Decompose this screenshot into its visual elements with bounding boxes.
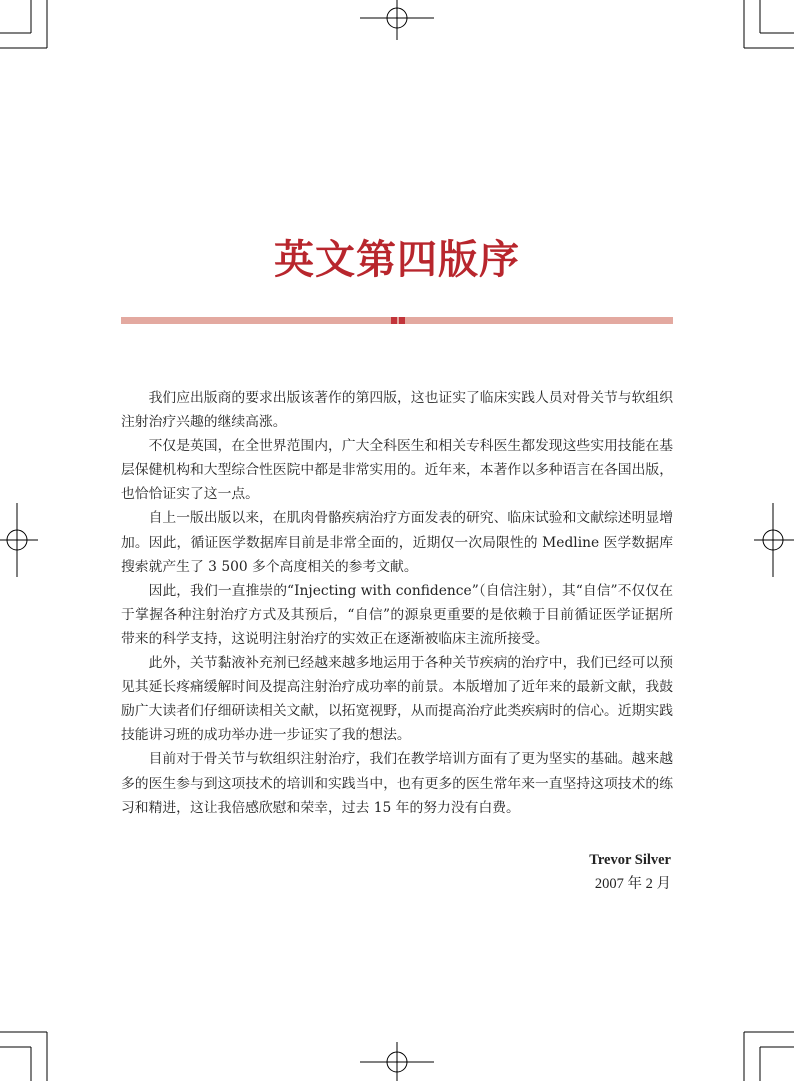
paragraph: 不仅是英国，在全世界范围内，广大全科医生和相关专科医生都发现这些实用技能在基层保健机构和大型综合性医院中都是非常实用的。近年来，本著作以多种语言在各国出版，也恰恰证实了这一点。 <box>121 438 673 503</box>
paragraph: 因此，我们一直推崇的“Injecting with confidence”（自信注射），其“自信”不仅仅在于掌握各种注射治疗方式及其预后，“自信”的源泉更重要的是依赖于目前循证医学证据所带来的科学支持，这说明注射治疗的实效正在逐渐被临床主流所接受。 <box>121 582 673 647</box>
paragraph: 自上一版出版以来，在肌肉骨骼疾病治疗方面发表的研究、临床试验和文献综述明显增加。因此，循证医学数据库目前是非常全面的，近期仅一次局限性的 Medline 医学数据库搜索就产生了 3 500 多个高度相关的参考文献。 <box>121 510 673 575</box>
signature-block <box>589 848 671 896</box>
paragraph: 此外，关节黏液补充剂已经越来越多地运用于各种关节疾病的治疗中，我们已经可以预见其延长疼痛缓解时间及提高注射治疗成功率的前景。本版增加了近年来的最新文献，我鼓励广大读者们仔细研读相关文献，以拓宽视野，从而提高治疗此类疾病时的信心。近期实践技能讲习班的成功举办进一步证实了我的想法。 <box>121 655 673 744</box>
paragraph: 我们应出版商的要求出版该著作的第四版，这也证实了临床实践人员对骨关节与软组织注射治疗兴趣的继续高涨。 <box>121 390 673 431</box>
title-rule-accent <box>399 317 405 324</box>
registration-target-bottom <box>360 1042 434 1081</box>
title-rule-accent <box>391 317 397 324</box>
title-rule <box>121 317 673 324</box>
preface-body <box>121 386 673 820</box>
signature-date: 2007 年 2 月 <box>594 876 671 892</box>
author-name: Trevor Silver <box>589 852 671 868</box>
registration-target-top <box>360 0 434 40</box>
page-title: 英文第四版序 <box>274 236 520 283</box>
registration-target-left <box>0 503 38 577</box>
paragraph: 目前对于骨关节与软组织注射治疗，我们在教学培训方面有了更为坚实的基础。越来越多的医生参与到这项技术的培训和实践当中，也有更多的医生常年来一直坚持这项技术的练习和精进，这让我倍感欣慰和荣幸，过去 15 年的努力没有白费。 <box>121 751 673 816</box>
registration-target-right <box>754 503 794 577</box>
